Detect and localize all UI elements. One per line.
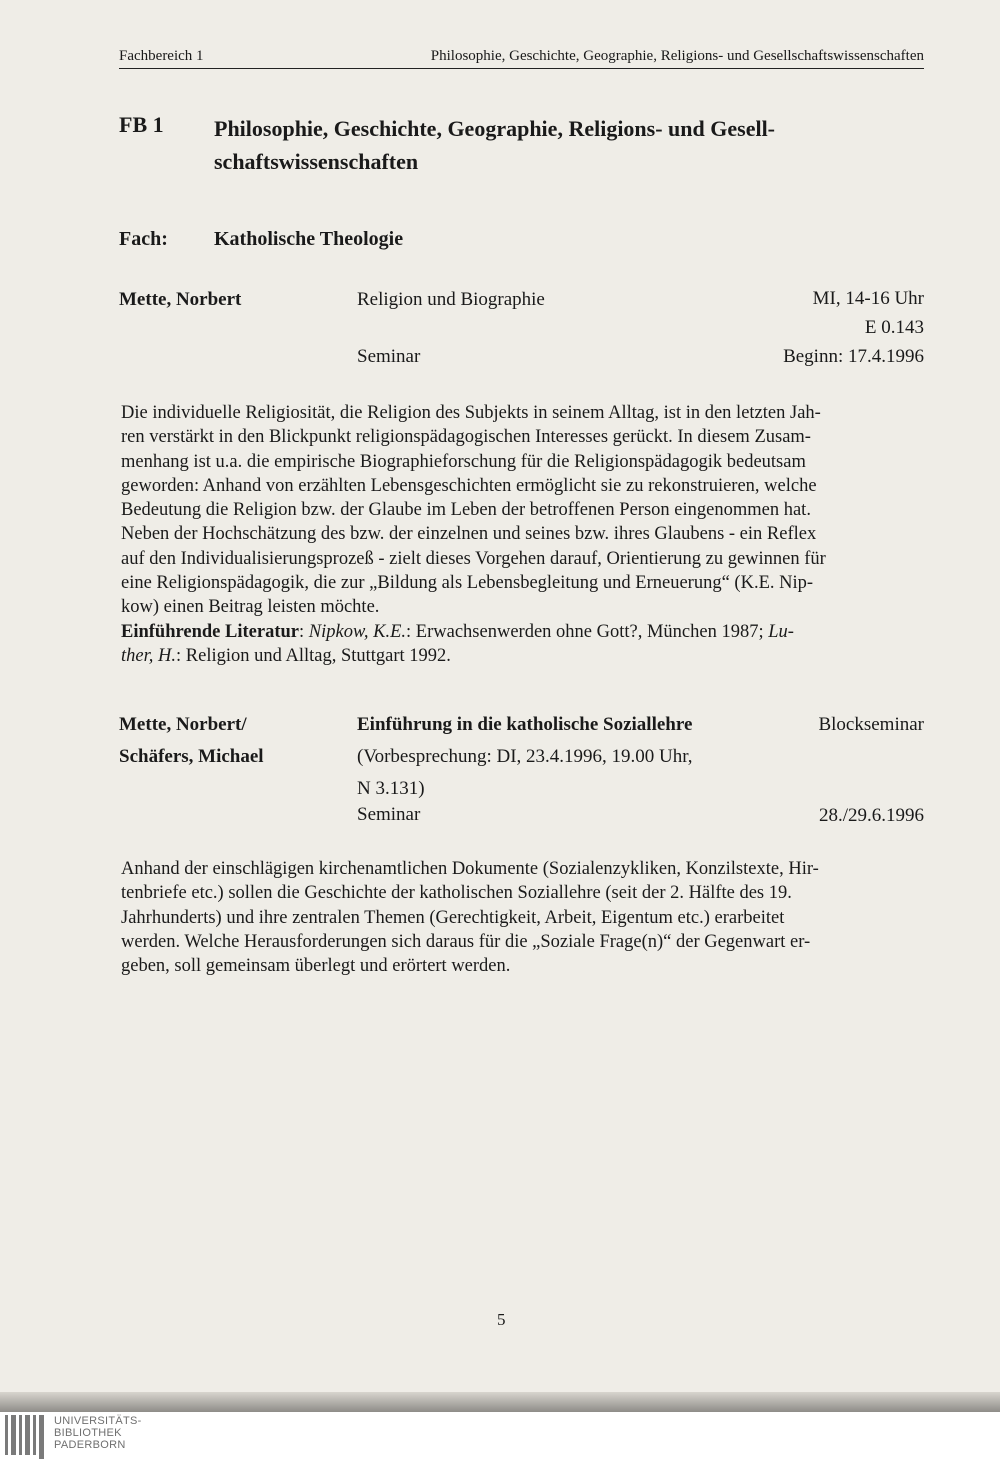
page-edge-shadow — [0, 1392, 1000, 1412]
description-line: Jahrhunderts) und ihre zentralen Themen (Gerechtigkeit, Arbeit, Eigentum etc.) erarbeitet — [121, 907, 785, 928]
course1-description — [121, 401, 924, 668]
description-line: Anhand der einschlägigen kirchenamtlichen Dokumente (Sozialenzykliken, Konzilstexte, Hir- — [121, 859, 819, 879]
description-line: ren verstärkt in den Blickpunkt religionspädagogischen Interesses gerückt. In diesem Zusam- — [121, 427, 811, 448]
course1-room: E 0.143 — [864, 317, 924, 338]
literature-work-2: : Religion und Alltag, Stuttgart 1992. — [176, 645, 451, 666]
course2-title-block — [357, 709, 693, 805]
description-line: eine Religionspädagogik, die zur „Bildung als Lebensbegleitung und Erneuerung“ (K.E. Nip- — [121, 573, 814, 594]
course1-lecturer: Mette, Norbert — [119, 289, 242, 310]
running-head-left: Fachbereich 1 — [119, 48, 204, 64]
literature-work-1: : Erwachsenwerden ohne Gott?, München 1987; — [406, 621, 769, 642]
course1-type: Seminar — [357, 346, 421, 367]
course1-start: Beginn: 17.4.1996 — [783, 346, 924, 367]
course2-lecturer-2: Schäfers, Michael — [119, 746, 264, 767]
logo-line-3: PADERBORN — [54, 1439, 126, 1451]
faculty-title-line-1: Philosophie, Geschichte, Geographie, Religions- und Gesell- — [214, 116, 776, 141]
logo-line-2: BIBLIOTHEK — [54, 1427, 122, 1439]
description-line: geben, soll gemeinsam überlegt und erörtert werden. — [121, 956, 511, 977]
description-line: kow) einen Beitrag leisten möchte. — [121, 597, 380, 618]
course1-title: Religion und Biographie — [357, 289, 545, 310]
course2-format: Blockseminar — [818, 714, 924, 735]
subject-label: Fach: — [119, 228, 168, 250]
literature-author-2-part-1: Lu- — [768, 621, 794, 642]
description-line: menhang ist u.a. die empirische Biographieforschung für die Religionspädagogik bedeutsam — [121, 451, 806, 472]
literature-author-2-part-2: ther, H. — [121, 645, 176, 666]
course2-description — [121, 857, 924, 978]
literature-line-1 — [121, 620, 924, 644]
logo-line-1: UNIVERSITÄTS- — [54, 1415, 142, 1427]
literature-author-1: Nipkow, K.E. — [308, 621, 407, 642]
course2-prelim-line-2: N 3.131) — [357, 778, 425, 799]
course1-time: MI, 14-16 Uhr — [812, 288, 924, 309]
description-line: auf den Individualisierungsprozeß - zielt dieses Vorgehen darauf, Orientierung zu gewinnen für — [121, 548, 826, 569]
description-line: Neben der Hochschätzung des bzw. der einzelnen und seines bzw. ihres Glaubens - ein Reflex — [121, 524, 817, 545]
faculty-title-line-2: schaftswissenschaften — [214, 149, 419, 174]
faculty-title — [214, 112, 854, 178]
literature-label: Einführende Literatur — [121, 621, 299, 642]
description-line: tenbriefe etc.) sollen die Geschichte der katholischen Soziallehre (seit der 2. Hälfte des 19. — [121, 883, 792, 904]
description-line: Die individuelle Religiosität, die Religion des Subjekts in seinem Alltag, ist in den letzten Jah- — [121, 403, 821, 423]
description-line: geworden: Anhand von erzählten Lebensgeschichten ermöglicht sie zu rekonstruieren, welche — [121, 475, 817, 496]
description-line: Bedeutung die Religion bzw. der Glaube im Leben der betroffenen Person eingenommen hat. — [121, 500, 811, 521]
subject-value: Katholische Theologie — [214, 228, 404, 250]
library-logo-text — [54, 1415, 142, 1451]
course1-schedule — [783, 284, 924, 371]
library-footer — [0, 1412, 1000, 1462]
description-line: werden. Welche Herausforderungen sich daraus für die „Soziale Frage(n)“ der Gegenwart er- — [121, 931, 811, 952]
faculty-code: FB 1 — [119, 112, 164, 137]
page-number: 5 — [497, 1310, 506, 1329]
course2-lecturers — [119, 709, 264, 773]
running-head — [119, 48, 924, 69]
literature-colon: : — [298, 621, 305, 642]
course2-title: Einführung in die katholische Soziallehre — [357, 714, 693, 735]
library-barcode-logo-icon — [4, 1415, 48, 1459]
course2-prelim-line-1: (Vorbesprechung: DI, 23.4.1996, 19.00 Uhr, — [357, 746, 693, 767]
course2-lecturer-1: Mette, Norbert/ — [119, 714, 247, 735]
course2-type: Seminar — [357, 804, 421, 825]
literature-line-2 — [121, 644, 924, 668]
running-head-right: Philosophie, Geschichte, Geographie, Religions- und Gesellschaftswissenschaften — [430, 48, 924, 64]
course2-dates: 28./29.6.1996 — [818, 805, 924, 826]
